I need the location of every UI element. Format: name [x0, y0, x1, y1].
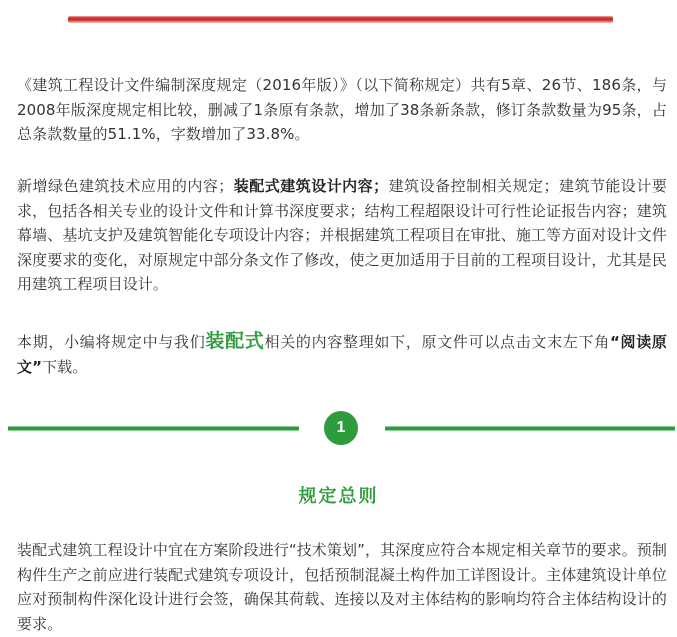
divider-line-left	[8, 426, 299, 431]
divider-line-right	[385, 426, 675, 431]
additions-prefix: 新增绿色建筑技术应用的内容；	[17, 177, 234, 195]
editor-note-highlight: 装配式	[205, 330, 265, 352]
section-divider	[0, 406, 677, 450]
editor-note-suffix: 下载。	[42, 357, 88, 376]
editor-note-paragraph	[17, 329, 667, 379]
editor-note-middle: 相关的内容整理如下，原文件可以点击文末左下角	[264, 333, 610, 351]
top-divider-rule	[68, 16, 613, 23]
additions-paragraph	[17, 174, 667, 297]
intro-paragraph: 《建筑工程设计文件编制深度规定（2016年版）》（以下简称规定）共有5章、26节、186条，与2008年版深度规定相比较，删减了1条原有条款，增加了38条新条款，修订条款数量为95条，占总条款数量的51.1%，字数增加了33.8%。	[17, 76, 667, 143]
section-body-paragraph: 装配式建筑工程设计中宜在方案阶段进行“技术策划”，其深度应符合本规定相关章节的要求。预制构件生产之前应进行装配式建筑专项设计，包括预制混凝土构件加工详图设计。主体建筑设计单位应对预制构件深化设计进行会签，确保其荷载、连接以及对主体结构的影响均符合主体结构设计的要求。	[17, 541, 667, 633]
editor-note-prefix: 本期，小编将规定中与我们	[17, 333, 206, 351]
additions-suffix: 建筑设备控制相关规定；建筑节能设计要求，包括各相关专业的设计文件和计算书深度要求；结构工程超限设计可行性论证报告内容；建筑幕墙、基坑支护及建筑智能化专项设计内容；并根据建筑工程项目在审批、施工等方面对设计文件深度要求的变化，对原规定中部分条文作了修改，使之更加适用于目前的工程项目设计，尤其是民用建筑工程项目设计。	[17, 177, 667, 293]
section-number-badge: 1	[324, 411, 358, 445]
section-title: 规定总则	[298, 486, 379, 507]
additions-highlight: 装配式建筑设计内容；	[233, 177, 389, 195]
read-original-link[interactable]: “阅读原文”	[17, 333, 667, 376]
